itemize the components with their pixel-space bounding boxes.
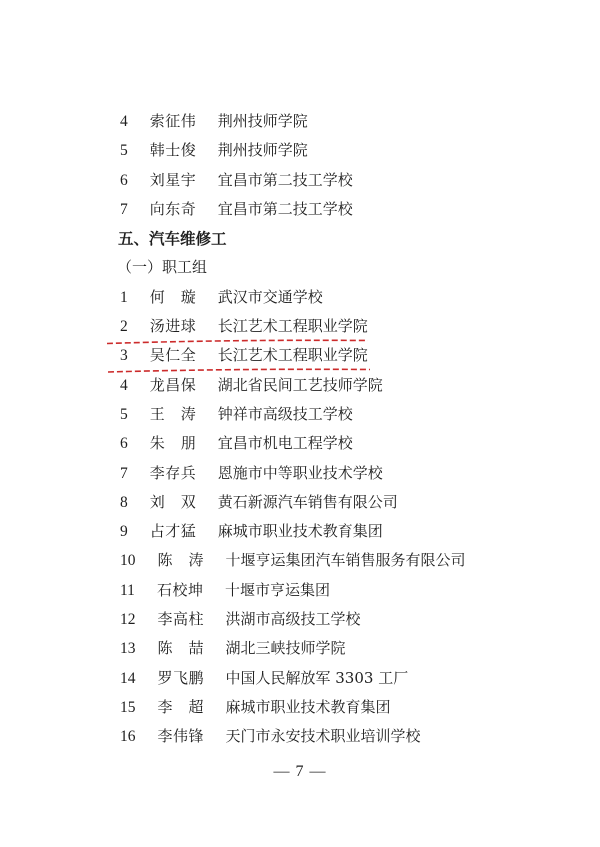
list-item xyxy=(120,400,466,429)
person-name: 刘 双 xyxy=(149,492,197,511)
organization-name: 黄石新源汽车销售有限公司 xyxy=(217,492,398,511)
list-item xyxy=(120,634,466,663)
list-item xyxy=(120,371,466,400)
person-name: 索征伟 xyxy=(149,112,197,130)
person-name: 石校坤 xyxy=(156,580,204,599)
document-body xyxy=(117,107,466,752)
person-name: 李伟锋 xyxy=(157,727,205,746)
item-number: 1 xyxy=(120,288,128,306)
organization-name: 麻城市职业技术教育集团 xyxy=(217,522,383,541)
organization-name: 中国人民解放军 3303 工厂 xyxy=(225,668,409,687)
organization-name: 宜昌市第二技工学校 xyxy=(217,199,353,218)
person-name: 龙昌保 xyxy=(149,375,197,394)
list-item xyxy=(120,576,466,605)
list-item xyxy=(120,693,466,722)
list-item xyxy=(120,605,466,634)
group-heading: （一）职工组 xyxy=(117,258,208,277)
item-number: 9 xyxy=(120,523,128,541)
list-item xyxy=(120,488,466,517)
organization-name: 湖北省民间工艺技师学院 xyxy=(217,375,383,394)
organization-name: 湖北三峡技师学院 xyxy=(225,639,346,658)
person-name: 占才猛 xyxy=(149,522,197,541)
item-number: 4 xyxy=(120,376,128,394)
section-heading: 五、汽车维修工 xyxy=(118,229,227,249)
list-item xyxy=(120,195,466,224)
person-name: 李存兵 xyxy=(149,463,197,482)
organization-name: 天门市永安技术职业培训学校 xyxy=(225,727,421,746)
person-name: 吴仁全 xyxy=(149,346,197,365)
item-number: 6 xyxy=(120,171,128,189)
list-item xyxy=(120,136,466,165)
item-number: 13 xyxy=(120,640,136,658)
item-number: 12 xyxy=(120,611,136,629)
person-name: 陈 涛 xyxy=(157,551,205,570)
page-number: — 7 — xyxy=(273,763,327,780)
person-name: 陈 喆 xyxy=(157,639,205,658)
item-number: 8 xyxy=(120,493,128,511)
person-name: 向东奇 xyxy=(149,199,197,218)
item-number: 5 xyxy=(120,405,128,423)
list-item xyxy=(120,341,466,370)
organization-name: 恩施市中等职业技术学校 xyxy=(217,463,383,482)
organization-name: 宜昌市第二技工学校 xyxy=(217,170,353,189)
item-number: 16 xyxy=(120,728,136,746)
organization-name: 荆州技师学院 xyxy=(217,112,308,130)
organization-name: 宜昌市机电工程学校 xyxy=(217,434,353,453)
item-number: 14 xyxy=(120,669,136,687)
person-name: 韩士俊 xyxy=(149,141,197,160)
person-name: 王 涛 xyxy=(149,404,197,423)
item-number: 5 xyxy=(120,142,128,160)
person-name: 李高柱 xyxy=(157,610,205,629)
organization-name: 洪湖市高级技工学校 xyxy=(225,610,361,629)
item-number: 11 xyxy=(120,581,135,599)
item-number: 15 xyxy=(120,698,136,716)
organization-name: 十堰市亨运集团 xyxy=(224,580,330,599)
item-number: 7 xyxy=(120,200,128,218)
person-name: 汤进球 xyxy=(149,317,197,336)
list-item xyxy=(120,312,466,341)
item-number: 4 xyxy=(120,113,128,130)
item-number: 3 xyxy=(120,347,128,365)
list-item xyxy=(120,459,466,488)
list-item xyxy=(120,283,466,312)
person-name: 李 超 xyxy=(157,697,205,716)
item-number: 2 xyxy=(120,318,128,336)
person-name: 刘星宇 xyxy=(149,170,197,189)
list-item xyxy=(120,166,466,195)
item-number: 6 xyxy=(120,435,128,453)
organization-name: 长江艺术工程职业学院 xyxy=(217,317,368,336)
list-item xyxy=(120,429,466,458)
list-item xyxy=(120,722,466,751)
organization-name: 十堰亨运集团汽车销售服务有限公司 xyxy=(225,551,466,570)
list-item xyxy=(120,664,466,693)
item-number: 10 xyxy=(120,552,136,570)
organization-name: 麻城市职业技术教育集团 xyxy=(225,697,391,716)
person-name: 朱 朋 xyxy=(149,434,197,453)
organization-name: 荆州技师学院 xyxy=(217,141,308,160)
organization-name: 长江艺术工程职业学院 xyxy=(217,346,368,365)
list-item xyxy=(120,107,466,136)
organization-name: 钟祥市高级技工学校 xyxy=(217,404,353,423)
list-item xyxy=(120,546,466,575)
person-name: 何 璇 xyxy=(149,287,197,306)
person-name: 罗飞鹏 xyxy=(157,668,205,687)
list-item xyxy=(120,517,466,546)
organization-name: 武汉市交通学校 xyxy=(217,287,323,306)
item-number: 7 xyxy=(120,464,128,482)
